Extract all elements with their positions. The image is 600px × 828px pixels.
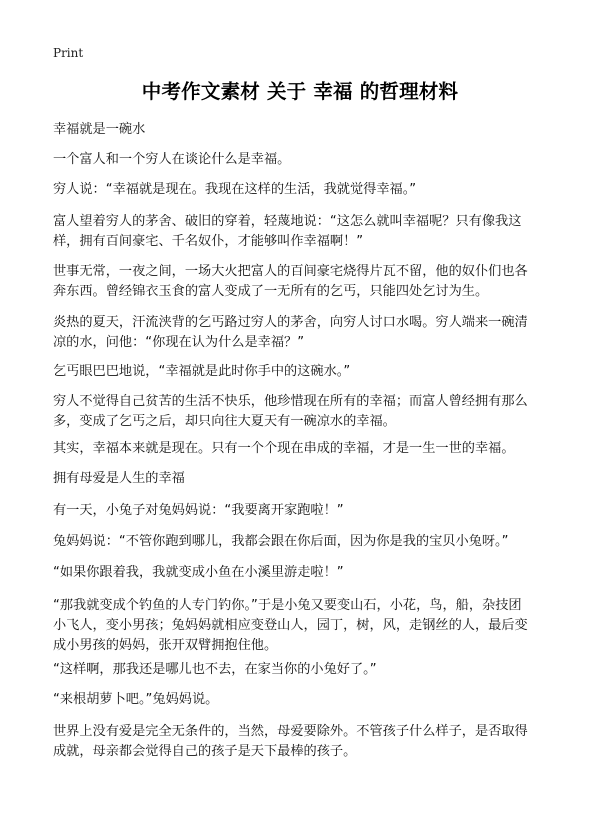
paragraph-line: 样，拥有百间豪宅、千名奴仆，才能够叫作幸福啊！” — [53, 234, 364, 249]
paragraph — [53, 722, 563, 762]
paragraph — [53, 212, 563, 252]
paragraph-line: 成小男孩的妈妈，张开双臂拥抱住他。 — [53, 638, 278, 653]
paragraph-line: 奔东西。曾经锦衣玉食的富人变成了一无所有的乞丐，只能四处乞讨为生。 — [53, 284, 489, 299]
paragraph-line: 成就，母亲都会觉得自己的孩子是天下最棒的孩子。 — [53, 744, 357, 759]
section-heading-1 — [53, 120, 563, 140]
paragraph — [53, 532, 563, 552]
paragraph-line: 穷人说：“幸福就是现在。我现在这样的生活，我就觉得幸福。” — [53, 182, 417, 197]
paragraph — [53, 660, 563, 680]
paragraph — [53, 439, 563, 459]
paragraph — [53, 362, 563, 382]
paragraph-line: “来根胡萝卜吧。”兔妈妈说。 — [53, 692, 219, 707]
paragraph — [53, 690, 563, 710]
paragraph — [53, 180, 563, 200]
paragraph-line: 其实，幸福本来就是现在。只有一个个现在串成的幸福，才是一生一世的幸福。 — [53, 441, 515, 456]
paragraph-line: 幸福就是一碗水 — [53, 122, 146, 137]
paragraph-line: “如果你跟着我，我就变成小鱼在小溪里游走啦！” — [53, 565, 344, 580]
paragraph-line: “那我就变成个钓鱼的人专门钓你。”于是小兔又要变山石，小花，鸟，船，杂技团 — [53, 598, 522, 613]
paragraph — [53, 392, 563, 432]
paragraph-line: 穷人不觉得自己贫苦的生活不快乐，他珍惜现在所有的幸福；而富人曾经拥有那么 — [53, 394, 528, 409]
paragraph-line: 乞丐眼巴巴地说，“幸福就是此时你手中的这碗水。” — [53, 364, 351, 379]
article-title: 中考作文素材 关于 幸福 的哲理材料 — [141, 80, 459, 103]
paragraph — [53, 563, 563, 583]
paragraph-line: “这样啊，那我还是哪儿也不去，在家当你的小兔好了。” — [53, 662, 377, 677]
section-heading-2 — [53, 469, 563, 489]
paragraph-line: 一个富人和一个穷人在谈论什么是幸福。 — [53, 152, 291, 167]
print-link[interactable]: Print — [53, 46, 84, 60]
paragraph-line: 小飞人，变小男孩；兔妈妈就相应变登山人，园丁，树，风，走钢丝的人，最后变 — [53, 618, 528, 633]
paragraph-line: 凉的水，问他：“你现在认为什么是幸福？” — [53, 335, 305, 350]
paragraph — [53, 596, 563, 656]
paragraph-line: 世界上没有爱是完全无条件的，当然，母爱要除外。不管孩子什么样子，是否取得 — [53, 724, 528, 739]
paragraph — [53, 501, 563, 521]
paragraph-line: 拥有母爱是人生的幸福 — [53, 471, 185, 486]
paragraph-line: 炎热的夏天，汗流浃背的乞丐路过穷人的茅舍，向穷人讨口水喝。穷人端来一碗清 — [53, 315, 528, 330]
paragraph — [53, 262, 563, 302]
paragraph-line: 世事无常，一夜之间，一场大火把富人的百间豪宅烧得片瓦不留，他的奴仆们也各 — [53, 264, 528, 279]
paragraph-line: 有一天，小兔子对兔妈妈说：“我要离开家跑啦！” — [53, 503, 344, 518]
paragraph-line: 兔妈妈说：“不管你跑到哪儿，我都会跟在你后面，因为你是我的宝贝小兔呀。” — [53, 534, 509, 549]
paragraph-line: 多，变成了乞丐之后，却只向往大夏天有一碗凉水的幸福。 — [53, 414, 396, 429]
paragraph — [53, 313, 563, 353]
paragraph — [53, 150, 563, 170]
paragraph-line: 富人望着穷人的茅舍、破旧的穿着，轻蔑地说：“这怎么就叫幸福呢？只有像我这 — [53, 214, 522, 229]
